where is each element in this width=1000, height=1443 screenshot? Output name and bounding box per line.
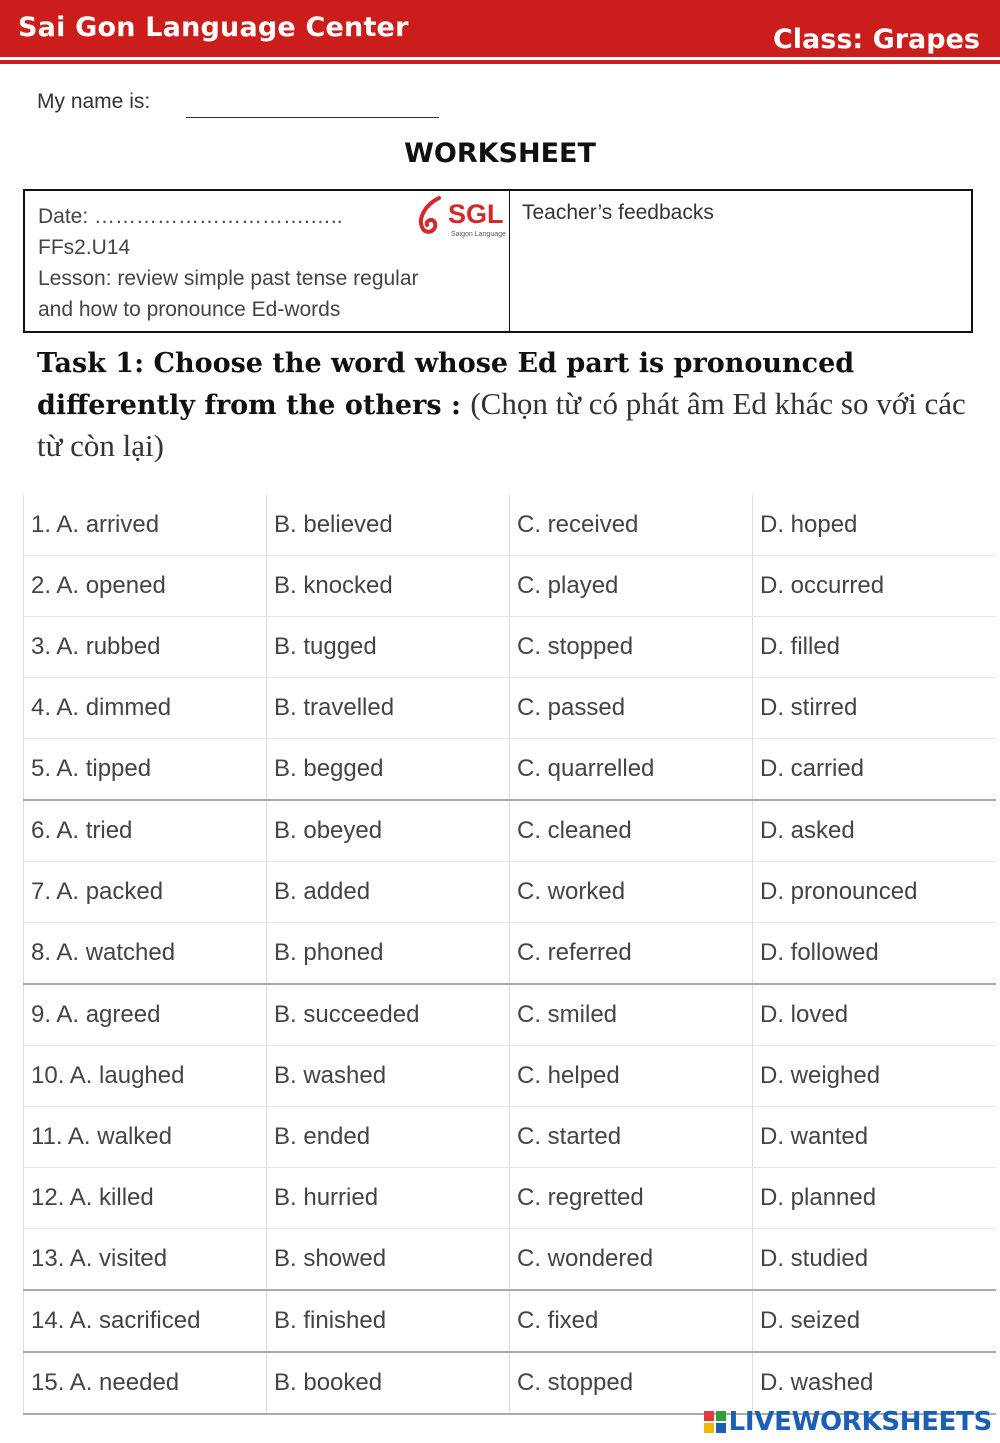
info-box <box>23 189 973 333</box>
option-d[interactable]: D. seized <box>753 1290 996 1352</box>
option-b[interactable]: B. phoned <box>267 923 510 985</box>
option-c[interactable]: C. regretted <box>510 1168 753 1229</box>
question-row <box>24 1290 996 1352</box>
option-b[interactable]: B. travelled <box>267 678 510 739</box>
option-b[interactable]: B. knocked <box>267 556 510 617</box>
option-b[interactable]: B. booked <box>267 1352 510 1414</box>
sgl-logo <box>415 195 511 241</box>
option-a[interactable]: 13. A. visited <box>24 1229 267 1291</box>
lesson-line-1: Lesson: review simple past tense regular <box>38 267 419 290</box>
option-b[interactable]: B. finished <box>267 1290 510 1352</box>
option-a[interactable]: 9. A. agreed <box>24 984 267 1046</box>
class-label: Class: Grapes <box>772 24 980 55</box>
page-title: WORKSHEET <box>404 138 596 169</box>
header-banner <box>0 0 1000 57</box>
question-row <box>24 984 996 1046</box>
option-c[interactable]: C. helped <box>510 1046 753 1107</box>
option-a[interactable]: 1. A. arrived <box>24 495 267 556</box>
question-row <box>24 1229 996 1291</box>
option-d[interactable]: D. planned <box>753 1168 996 1229</box>
option-a[interactable]: 3. A. rubbed <box>24 617 267 678</box>
lesson-info <box>38 201 478 325</box>
option-b[interactable]: B. tugged <box>267 617 510 678</box>
name-label: My name is: <box>37 90 151 113</box>
option-c[interactable]: C. stopped <box>510 617 753 678</box>
question-row <box>24 739 996 801</box>
option-a[interactable]: 12. A. killed <box>24 1168 267 1229</box>
liveworksheets-logo <box>704 1406 992 1438</box>
option-b[interactable]: B. hurried <box>267 1168 510 1229</box>
option-d[interactable]: D. studied <box>753 1229 996 1291</box>
option-a[interactable]: 7. A. packed <box>24 862 267 923</box>
task-translation: (Chọn từ có phát âm Ed khác so với các từ còn lại) <box>37 386 966 463</box>
option-c[interactable]: C. quarrelled <box>510 739 753 801</box>
question-row <box>24 1352 996 1414</box>
date-line: Date: ………………………….….. <box>38 205 343 228</box>
question-row <box>24 1168 996 1229</box>
option-b[interactable]: B. added <box>267 862 510 923</box>
question-row <box>24 923 996 985</box>
question-row <box>24 862 996 923</box>
question-table <box>23 495 996 1415</box>
option-b[interactable]: B. believed <box>267 495 510 556</box>
option-c[interactable]: C. started <box>510 1107 753 1168</box>
question-row <box>24 800 996 862</box>
option-c[interactable]: C. cleaned <box>510 800 753 862</box>
task-title: Task 1: Choose the word whose Ed part is pronounced differently from the others : <box>37 348 855 421</box>
option-a[interactable]: 6. A. tried <box>24 800 267 862</box>
course-code: FFs2.U14 <box>38 236 131 259</box>
option-d[interactable]: D. weighed <box>753 1046 996 1107</box>
question-row <box>24 1107 996 1168</box>
question-row <box>24 556 996 617</box>
option-b[interactable]: B. showed <box>267 1229 510 1291</box>
option-c[interactable]: C. referred <box>510 923 753 985</box>
option-c[interactable]: C. passed <box>510 678 753 739</box>
question-row <box>24 1046 996 1107</box>
center-name: Sai Gon Language Center <box>18 12 409 43</box>
option-c[interactable]: C. smiled <box>510 984 753 1046</box>
option-d[interactable]: D. carried <box>753 739 996 801</box>
option-a[interactable]: 11. A. walked <box>24 1107 267 1168</box>
question-row <box>24 495 996 556</box>
liveworksheets-icon <box>704 1411 726 1433</box>
option-d[interactable]: D. pronounced <box>753 862 996 923</box>
option-d[interactable]: D. hoped <box>753 495 996 556</box>
option-d[interactable]: D. loved <box>753 984 996 1046</box>
option-b[interactable]: B. washed <box>267 1046 510 1107</box>
feedback-label: Teacher’s feedbacks <box>522 201 714 224</box>
option-c[interactable]: C. worked <box>510 862 753 923</box>
option-d[interactable]: D. wanted <box>753 1107 996 1168</box>
option-a[interactable]: 14. A. sacrificed <box>24 1290 267 1352</box>
header-divider <box>0 60 1000 64</box>
option-b[interactable]: B. begged <box>267 739 510 801</box>
option-a[interactable]: 4. A. dimmed <box>24 678 267 739</box>
option-d[interactable]: D. occurred <box>753 556 996 617</box>
option-d[interactable]: D. followed <box>753 923 996 985</box>
sgl-swoosh-icon <box>415 195 449 239</box>
option-c[interactable]: C. stopped <box>510 1352 753 1414</box>
info-divider <box>509 191 510 331</box>
option-d[interactable]: D. asked <box>753 800 996 862</box>
option-b[interactable]: B. ended <box>267 1107 510 1168</box>
option-c[interactable]: C. fixed <box>510 1290 753 1352</box>
question-row <box>24 617 996 678</box>
option-d[interactable]: D. stirred <box>753 678 996 739</box>
option-a[interactable]: 5. A. tipped <box>24 739 267 801</box>
option-c[interactable]: C. played <box>510 556 753 617</box>
option-a[interactable]: 10. A. laughed <box>24 1046 267 1107</box>
task-instruction <box>37 344 967 468</box>
option-a[interactable]: 15. A. needed <box>24 1352 267 1414</box>
name-blank-line[interactable] <box>186 117 439 118</box>
option-d[interactable]: D. washed <box>753 1352 996 1414</box>
option-a[interactable]: 2. A. opened <box>24 556 267 617</box>
option-a[interactable]: 8. A. watched <box>24 923 267 985</box>
logo-text: SGL <box>448 199 504 229</box>
lesson-line-2: and how to pronounce Ed-words <box>38 298 341 321</box>
option-b[interactable]: B. succeeded <box>267 984 510 1046</box>
liveworksheets-brand: LIVEWORKSHEETS <box>728 1407 992 1437</box>
question-row <box>24 678 996 739</box>
logo-subtext: Saigon Language <box>451 231 506 238</box>
option-c[interactable]: C. received <box>510 495 753 556</box>
option-c[interactable]: C. wondered <box>510 1229 753 1291</box>
option-b[interactable]: B. obeyed <box>267 800 510 862</box>
option-d[interactable]: D. filled <box>753 617 996 678</box>
